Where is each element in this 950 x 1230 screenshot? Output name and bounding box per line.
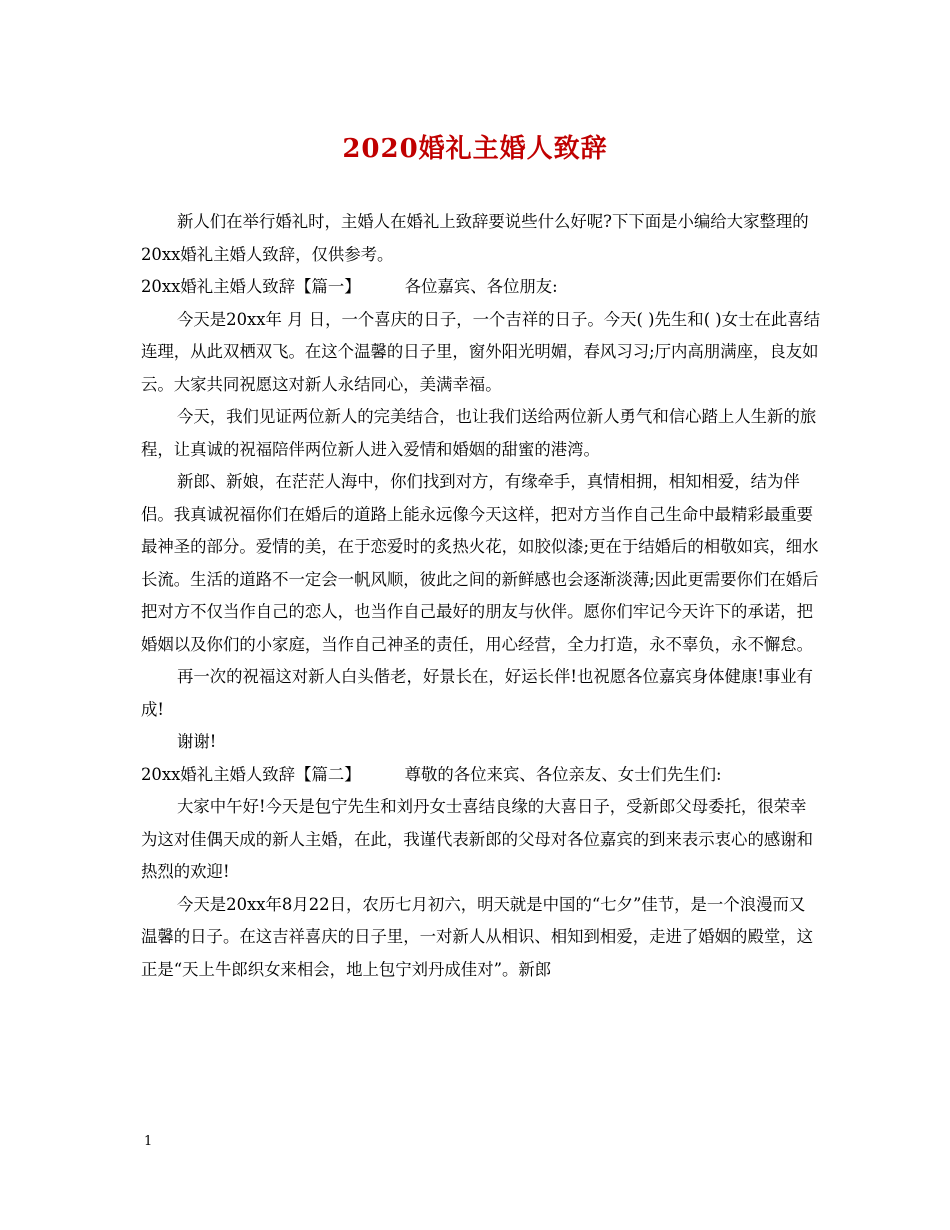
section-2-greeting: 尊敬的各位来宾、各位亲友、女士们先生们: (404, 764, 722, 784)
section-2-heading: 20xx婚礼主婚人致辞【篇二】 (141, 764, 361, 784)
section-1-greeting: 各位嘉宾、各位朋友: (404, 277, 558, 296)
section-1-paragraph: 今天，我们见证两位新人的完美结合，也让我们送给两位新人勇气和信心踏上人生新的旅程，让真诚的祝福陪伴两位新人进入爱情和婚姻的甜蜜的港湾。 (141, 407, 817, 459)
document-title: 2020婚礼主婚人致辞 (342, 134, 608, 164)
section-1-paragraph: 再一次的祝福这对新人白头偕老，好景长在，好运长伴!也祝愿各位嘉宾身体健康!事业有成! (141, 667, 814, 719)
document-body (141, 206, 821, 986)
section-2-heading-line (141, 759, 821, 792)
section-1-heading: 20xx婚礼主婚人致辞【篇一】 (141, 277, 361, 296)
section-1-paragraph: 今天是20xx年 月 日，一个喜庆的日子，一个吉祥的日子。今天( )先生和( )女士在此喜结连理，从此双栖双飞。在这个温馨的日子里，窗外阳光明媚，春风习习;厅内高朋满座，良友如云。大家共同祝愿这对新人永结同心，美满幸福。 (141, 309, 821, 394)
intro-paragraph: 新人们在举行婚礼时，主婚人在婚礼上致辞要说些什么好呢?下下面是小编给大家整理的20xx婚礼主婚人致辞，仅供参考。 (141, 212, 809, 264)
page-number: 1 (144, 1134, 153, 1149)
section-2-paragraph: 今天是20xx年8月22日，农历七月初六，明天就是中国的“七夕”佳节，是一个浪漫而又温馨的日子。在这吉祥喜庆的日子里，一对新人从相识、相知到相爱，走进了婚姻的殿堂，这正是“天上牛郎织女来相会，地上包宁刘丹成佳对”。新郎 (141, 894, 814, 979)
section-1-paragraph: 新郎、新娘，在茫茫人海中，你们找到对方，有缘牵手，真情相拥，相知相爱，结为伴侣。我真诚祝福你们在婚后的道路上能永远像今天这样，把对方当作自己生命中最精彩最重要最神圣的部分。爱情的美，在于恋爱时的炙热火花，如胶似漆;更在于结婚后的相敬如宾，细水长流。生活的道路不一定会一帆风顺，彼此之间的新鲜感也会逐渐淡薄;因此更需要你们在婚后把对方不仅当作自己的恋人，也当作自己最好的朋友与伙伴。愿你们牢记今天许下的承诺，把婚姻以及你们的小家庭，当作自己神圣的责任，用心经营，全力打造，永不辜负，永不懈怠。 (141, 472, 819, 654)
section-1-heading-line (141, 271, 821, 304)
section-1-paragraph: 谢谢! (177, 732, 217, 751)
section-2-paragraph: 大家中午好!今天是包宁先生和刘丹女士喜结良缘的大喜日子，受新郎父母委托，很荣幸为这对佳偶天成的新人主婚，在此，我谨代表新郎的父母对各位嘉宾的到来表示衷心的感谢和热烈的欢迎! (141, 797, 814, 881)
